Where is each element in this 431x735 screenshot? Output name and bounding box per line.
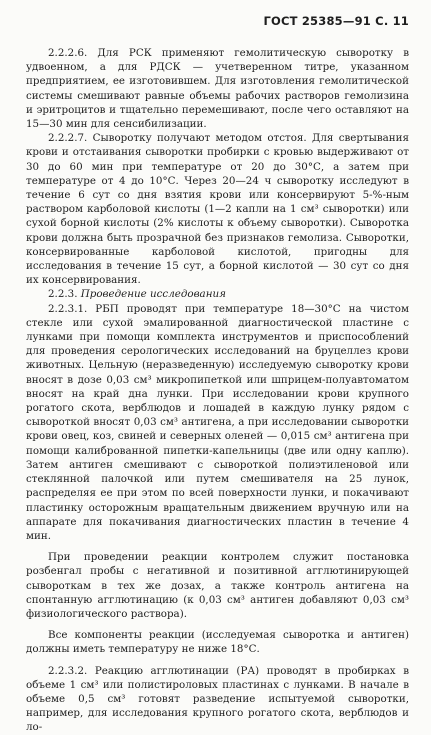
paragraph-control: При проведении реакции контролем служит постановка розбенгал пробы с негативной и позитивной агглютинирующей сывороткам в тех же дозах, а также контроль антигена на спонтанную агглютинацию (к 0,03 см³ антиген добавляют 0,03 см³ физиологического раствора).: [26, 551, 409, 620]
paragraph-2-2-3-2: 2.2.3.2. Реакцию агглютинации (РА) проводят в пробирках в объеме 1 см³ или полистироловых пластинах с лунками. В начале в объеме 0,5 см³ готовят разведение испытуемой сыворотки, например, для исследования крупного рогатого скота, верблюдов и ло-: [26, 664, 409, 734]
page-header: ГОСТ 25385—91 С. 11: [263, 14, 409, 28]
paragraph-gap: [26, 657, 409, 664]
section-number: 2.2.3.: [48, 288, 78, 301]
paragraph-temperature: Все компоненты реакции (исследуемая сыворотка и антиген) должны иметь температуру не ниже 18°С.: [26, 629, 409, 656]
paragraph-2-2-2-7: 2.2.2.7. Сыворотку получают методом отстоя. Для свертывания крови и отстаивания сыворотки пробирки с кровью выдерживают от 30 до 60 мин при температуре от 20 до 30°С, а затем при температуре от 4 до 10°С. Через 20—24 ч сыворотку исследуют в течение 6 сут со дня взятия крови или консервируют 5-%-ным раствором карболовой кислоты (1—2 капли на 1 см³ сыворотки) или сухой борной кислоты (2% кислоты к объему сыворотки). Сыворотка крови должна быть прозрачной без признаков гемолиза. Сыворотки, консервированные карболовой кислотой, пригодны для исследования в течение 15 сут, а борной кислотой — 30 сут со дня их консервирования.: [26, 132, 409, 287]
paragraph-2-2-3-1: 2.2.3.1. РБП проводят при температуре 18—30°С на чистом стекле или сухой эмалированной диагностической пластине с лунками при помощи комплекта инструментов и приспособлений для проведения серологических исследований на бруцеллез крови животных. Цельную (неразведенную) исследуемую сыворотку крови вносят в дозе 0,03 см³ микропипеткой или шприцем-полуавтоматом вносят на край дна лунки. При исследовании крови крупного рогатого скота, верблюдов и лошадей в каждую лунку рядом с сывороткой вносят 0,03 см³ антигена, а при исследовании сыворотки крови овец, коз, свиней и северных оленей — 0,015 см³ антигена при помощи калиброванной пипетки-капельницы (две или одну каплю). Затем антиген смешивают с сывороткой полиэтиленовой или стеклянной палочкой или путем смешивателя на 25 лунок, распределяя ее при этом по всей поверхности лунки, и покачивают пластинку осторожным вращательным движением вручную или на аппарате для покачивания диагностических пластин в течение 4 мин.: [26, 302, 409, 542]
paragraph-gap: [26, 621, 409, 628]
paragraph-2-2-2-6: 2.2.2.6. Для РСК применяют гемолитическую сыворотку в удвоенном, а для РДСК — учетверенном титре, указанном предприятием, ее изготовившем. Для изготовления гемолитической системы смешивают равные объемы рабочих растворов гемолизина и эритроцитов и тщательно перемешивают, после чего оставляют на 15—30 мин для сенсибилизации.: [26, 47, 409, 131]
document-body: [26, 46, 409, 735]
section-heading: [26, 287, 409, 301]
paragraph-gap: [26, 543, 409, 550]
section-title: Проведение исследования: [80, 288, 226, 301]
